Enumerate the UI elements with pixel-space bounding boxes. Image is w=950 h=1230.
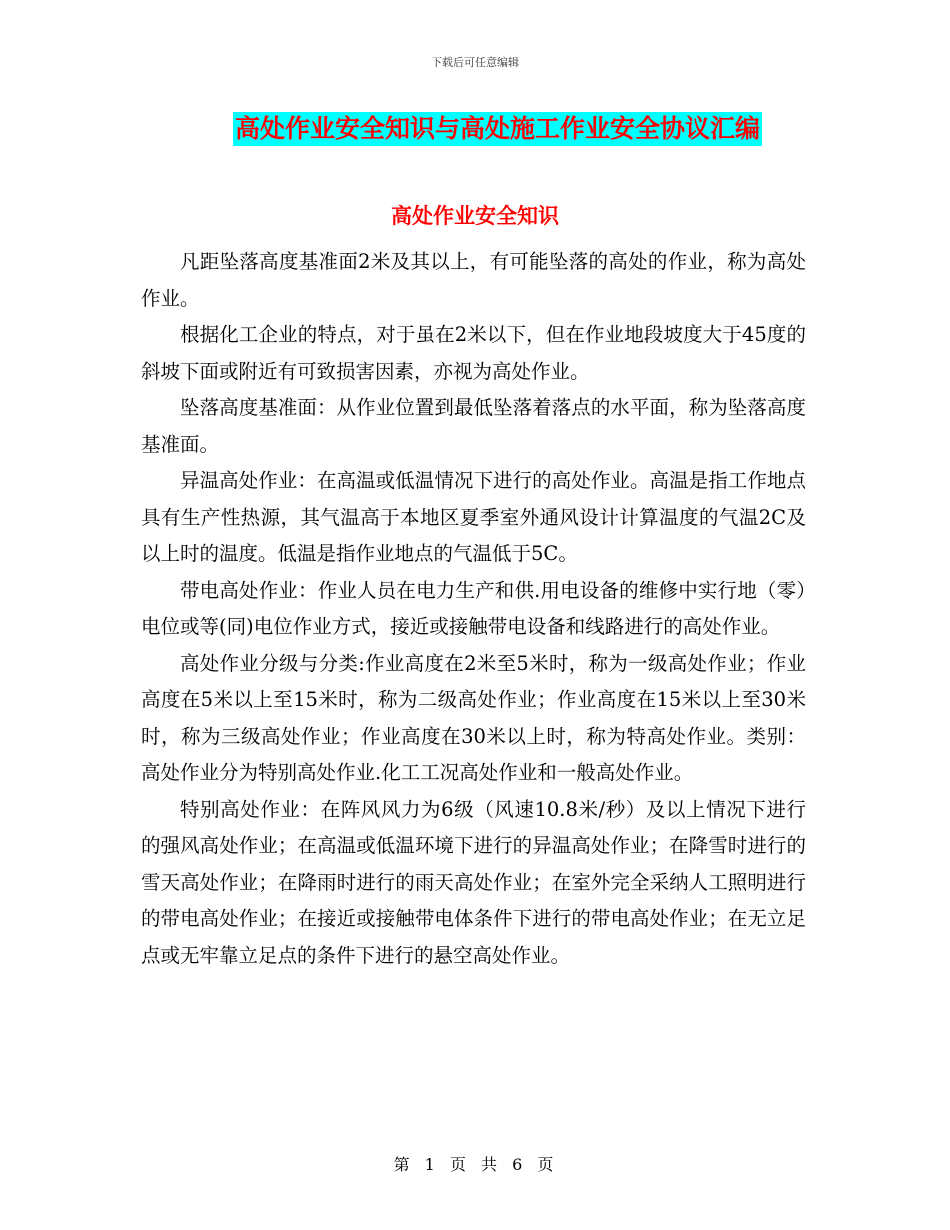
page-header: 下载后可任意编辑 — [431, 56, 519, 69]
paragraph: 凡距坠落高度基准面2米及其以上，有可能坠落的高处的作业，称为高处作业。 — [141, 250, 806, 310]
section-title: 高处作业安全知识 — [391, 204, 559, 228]
paragraph: 特别高处作业：在阵风风力为6级（风速10.8米/秒）及以上情况下进行的强风高处作业；在高温或低温环境下进行的异温高处作业；在降雪时进行的雪天高处作业；在降雨时进行的雨天高处作业；在室外完全采纳人工照明进行的带电高处作业；在接近或接触带电体条件下进行的带电高处作业；在无立足点或无牢靠立足点的条件下进行的悬空高处作业。 — [141, 797, 806, 967]
paragraph: 带电高处作业：作业人员在电力生产和供.用电设备的维修中实行地（零）电位或等(同)电位作业方式，接近或接触带电设备和线路进行的高处作业。 — [141, 578, 806, 638]
paragraph: 异温高处作业：在高温或低温情况下进行的高处作业。高温是指工作地点具有生产性热源，其气温高于本地区夏季室外通风设计计算温度的气温2C及以上时的温度。低温是指作业地点的气温低于5C。 — [141, 469, 806, 565]
document-title: 高处作业安全知识与高处施工作业安全协议汇编 — [233, 112, 762, 146]
paragraph: 根据化工企业的特点，对于虽在2米以下，但在作业地段坡度大于45度的斜坡下面或附近有可致损害因素，亦视为高处作业。 — [141, 323, 806, 383]
page-footer: 第 1 页 共 6 页 — [393, 1155, 557, 1174]
title-container — [0, 112, 950, 146]
paragraph: 高处作业分级与分类:作业高度在2米至5米时，称为一级高处作业；作业高度在5米以上至15米时，称为二级高处作业；作业高度在15米以上至30米时，称为三级高处作业；作业高度在30米以上时，称为特高处作业。类别：高处作业分为特别高处作业.化工工况高处作业和一般高处作业。 — [141, 651, 806, 784]
paragraph: 坠落高度基准面：从作业位置到最低坠落着落点的水平面，称为坠落高度基准面。 — [141, 396, 806, 456]
body-content — [141, 244, 806, 974]
